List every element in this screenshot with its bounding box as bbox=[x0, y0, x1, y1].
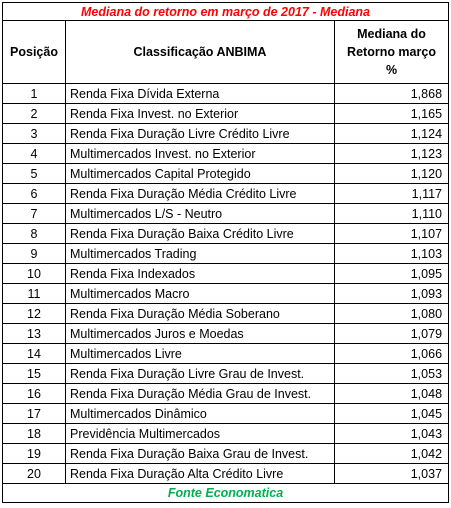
classification-cell: Multimercados Macro bbox=[66, 284, 335, 304]
table-row bbox=[3, 124, 449, 144]
median-value-cell: 1,124 bbox=[335, 124, 449, 144]
classification-cell: Renda Fixa Duração Média Soberano bbox=[66, 304, 335, 324]
classification-cell: Multimercados Dinâmico bbox=[66, 404, 335, 424]
table-row bbox=[3, 244, 449, 264]
position-cell: 6 bbox=[3, 184, 66, 204]
classification-cell: Renda Fixa Duração Livre Crédito Livre bbox=[66, 124, 335, 144]
median-value-cell: 1,037 bbox=[335, 464, 449, 484]
position-cell: 15 bbox=[3, 364, 66, 384]
median-value-cell: 1,043 bbox=[335, 424, 449, 444]
footer-row bbox=[3, 484, 449, 503]
table-row bbox=[3, 344, 449, 364]
position-cell: 18 bbox=[3, 424, 66, 444]
median-value-cell: 1,045 bbox=[335, 404, 449, 424]
header-position: Posição bbox=[3, 21, 66, 84]
table-row bbox=[3, 104, 449, 124]
position-cell: 2 bbox=[3, 104, 66, 124]
classification-cell: Renda Fixa Duração Média Crédito Livre bbox=[66, 184, 335, 204]
header-median: Mediana do Retorno março % bbox=[335, 21, 449, 84]
position-cell: 13 bbox=[3, 324, 66, 344]
source-footer: Fonte Economatica bbox=[3, 484, 449, 503]
median-value-cell: 1,117 bbox=[335, 184, 449, 204]
position-cell: 17 bbox=[3, 404, 66, 424]
ranking-table-container bbox=[2, 2, 448, 503]
position-cell: 8 bbox=[3, 224, 66, 244]
table-row bbox=[3, 304, 449, 324]
median-value-cell: 1,123 bbox=[335, 144, 449, 164]
table-row bbox=[3, 444, 449, 464]
title-row bbox=[3, 3, 449, 21]
table-row bbox=[3, 284, 449, 304]
classification-cell: Renda Fixa Duração Baixa Crédito Livre bbox=[66, 224, 335, 244]
position-cell: 1 bbox=[3, 84, 66, 104]
classification-cell: Multimercados Livre bbox=[66, 344, 335, 364]
classification-cell: Multimercados Invest. no Exterior bbox=[66, 144, 335, 164]
median-value-cell: 1,110 bbox=[335, 204, 449, 224]
median-value-cell: 1,048 bbox=[335, 384, 449, 404]
classification-cell: Multimercados Juros e Moedas bbox=[66, 324, 335, 344]
table-row bbox=[3, 184, 449, 204]
classification-cell: Renda Fixa Duração Livre Grau de Invest. bbox=[66, 364, 335, 384]
median-value-cell: 1,080 bbox=[335, 304, 449, 324]
median-value-cell: 1,066 bbox=[335, 344, 449, 364]
position-cell: 12 bbox=[3, 304, 66, 324]
table-row bbox=[3, 204, 449, 224]
table-row bbox=[3, 384, 449, 404]
median-value-cell: 1,095 bbox=[335, 264, 449, 284]
position-cell: 14 bbox=[3, 344, 66, 364]
classification-cell: Renda Fixa Duração Alta Crédito Livre bbox=[66, 464, 335, 484]
table-row bbox=[3, 144, 449, 164]
classification-cell: Renda Fixa Dívida Externa bbox=[66, 84, 335, 104]
classification-cell: Renda Fixa Duração Baixa Grau de Invest. bbox=[66, 444, 335, 464]
classification-cell: Renda Fixa Invest. no Exterior bbox=[66, 104, 335, 124]
table-row bbox=[3, 84, 449, 104]
header-classification: Classificação ANBIMA bbox=[66, 21, 335, 84]
median-value-cell: 1,103 bbox=[335, 244, 449, 264]
position-cell: 7 bbox=[3, 204, 66, 224]
table-row bbox=[3, 264, 449, 284]
median-value-cell: 1,165 bbox=[335, 104, 449, 124]
table-row bbox=[3, 364, 449, 384]
classification-cell: Multimercados Trading bbox=[66, 244, 335, 264]
classification-cell: Multimercados Capital Protegido bbox=[66, 164, 335, 184]
median-value-cell: 1,093 bbox=[335, 284, 449, 304]
classification-cell: Renda Fixa Duração Média Grau de Invest. bbox=[66, 384, 335, 404]
classification-cell: Multimercados L/S - Neutro bbox=[66, 204, 335, 224]
table-row bbox=[3, 464, 449, 484]
position-cell: 16 bbox=[3, 384, 66, 404]
median-value-cell: 1,868 bbox=[335, 84, 449, 104]
median-value-cell: 1,079 bbox=[335, 324, 449, 344]
median-value-cell: 1,107 bbox=[335, 224, 449, 244]
position-cell: 9 bbox=[3, 244, 66, 264]
position-cell: 20 bbox=[3, 464, 66, 484]
ranking-table bbox=[2, 2, 449, 503]
median-value-cell: 1,053 bbox=[335, 364, 449, 384]
table-row bbox=[3, 224, 449, 244]
table-row bbox=[3, 164, 449, 184]
table-row bbox=[3, 324, 449, 344]
median-value-cell: 1,120 bbox=[335, 164, 449, 184]
median-value-cell: 1,042 bbox=[335, 444, 449, 464]
classification-cell: Previdência Multimercados bbox=[66, 424, 335, 444]
position-cell: 3 bbox=[3, 124, 66, 144]
position-cell: 11 bbox=[3, 284, 66, 304]
table-title: Mediana do retorno em março de 2017 - Mediana bbox=[3, 3, 449, 21]
classification-cell: Renda Fixa Indexados bbox=[66, 264, 335, 284]
position-cell: 10 bbox=[3, 264, 66, 284]
header-row bbox=[3, 21, 449, 84]
position-cell: 4 bbox=[3, 144, 66, 164]
position-cell: 5 bbox=[3, 164, 66, 184]
table-row bbox=[3, 404, 449, 424]
table-row bbox=[3, 424, 449, 444]
position-cell: 19 bbox=[3, 444, 66, 464]
